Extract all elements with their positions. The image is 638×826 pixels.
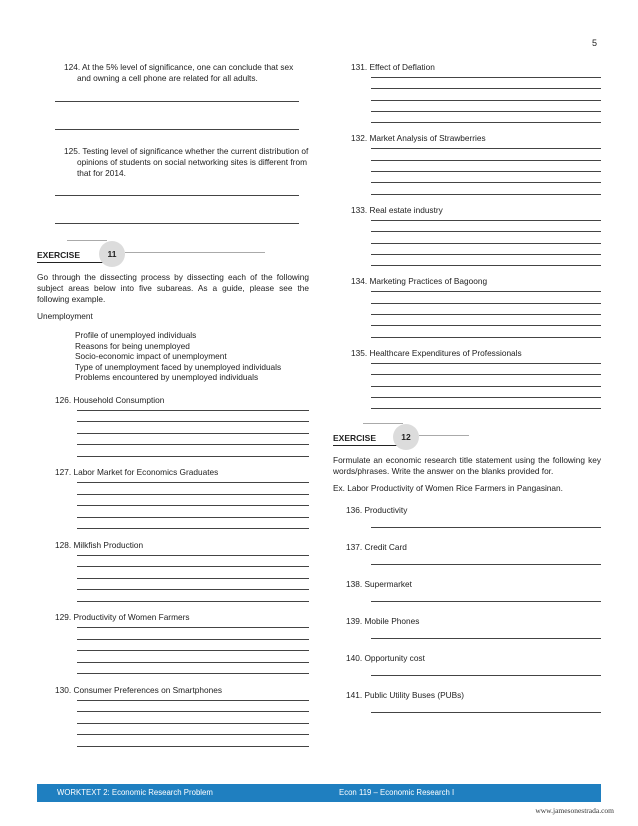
question-number: 125. — [64, 146, 81, 156]
keyword-text: Productivity — [364, 505, 408, 516]
answer-blank[interactable] — [77, 673, 309, 674]
answer-blank[interactable] — [77, 482, 309, 483]
subject-text: Household Consumption — [73, 394, 165, 405]
subject-text: Effect of Deflation — [369, 62, 435, 72]
answer-blank[interactable] — [77, 700, 309, 701]
divider — [67, 240, 107, 241]
right-column — [333, 62, 601, 727]
answer-blank[interactable] — [371, 291, 601, 292]
keyword-137 — [346, 542, 601, 579]
answer-blank[interactable] — [371, 254, 601, 255]
example-item: Socio-economic impact of unemployment — [75, 351, 227, 361]
answer-blank[interactable] — [371, 265, 601, 266]
question-text: At the 5% level of significance, one can conclude that sex and owning a cell phone are related for all adults. — [77, 62, 294, 83]
keyword-number: 138. — [346, 579, 363, 590]
subject-131 — [351, 62, 601, 123]
answer-blank[interactable] — [371, 148, 601, 149]
subject-number: 129. — [55, 612, 72, 622]
exercise-11-instructions: Go through the dissecting process by dissecting each of the following subject areas below into five subareas. As a guide, please see the following example. — [37, 272, 309, 304]
keyword-text: Mobile Phones — [364, 616, 420, 627]
keyword-text: Public Utility Buses (PUBs) — [364, 690, 465, 701]
subject-title — [351, 62, 601, 73]
exercise-12-header — [333, 427, 601, 451]
keyword-title — [346, 579, 601, 590]
subject-text: Healthcare Expenditures of Professionals — [369, 347, 522, 358]
answer-blank[interactable] — [77, 578, 309, 579]
answer-blank[interactable] — [77, 444, 309, 445]
answer-blank[interactable] — [371, 220, 601, 221]
keyword-number: 136. — [346, 505, 363, 516]
subject-text: Productivity of Women Farmers — [73, 612, 190, 622]
keyword-number: 139. — [346, 616, 363, 627]
subject-text: Marketing Practices of Bagoong — [369, 276, 488, 287]
example-item: Problems encountered by unemployed individuals — [75, 372, 259, 382]
example-item: Reasons for being unemployed — [75, 340, 190, 351]
subject-132 — [351, 133, 601, 194]
answer-blank[interactable] — [77, 517, 309, 518]
question-number: 124. — [64, 62, 81, 72]
answer-blank[interactable] — [371, 111, 601, 112]
answer-blank[interactable] — [77, 650, 309, 651]
keyword-title — [346, 653, 601, 664]
subject-133 — [351, 205, 601, 266]
subject-text: Real estate industry — [369, 204, 443, 215]
answer-blank[interactable] — [77, 566, 309, 567]
subject-number: 133. — [351, 204, 368, 215]
question-124 — [55, 62, 309, 84]
exercise-12-example: Ex. Labor Productivity of Women Rice Farmers in Pangasinan. — [333, 483, 563, 494]
subject-title — [351, 276, 601, 287]
answer-blank[interactable] — [371, 325, 601, 326]
answer-blank[interactable] — [371, 564, 601, 565]
answer-lines — [371, 148, 601, 194]
subject-number: 128. — [55, 539, 72, 550]
exercise-12-instructions: Formulate an economic research title statement using the following key words/phrases. Write the answer on the blanks provided for. — [333, 455, 601, 477]
keyword-text: Opportunity cost — [364, 653, 425, 664]
divider — [333, 445, 403, 446]
left-column — [37, 62, 309, 757]
answer-blank[interactable] — [371, 712, 601, 713]
question-text: Testing level of significance whether the current distribution of opinions of students on social networking sites is different from that for 2014. — [77, 146, 309, 178]
answer-blank[interactable] — [77, 711, 309, 712]
answer-blank[interactable] — [77, 505, 309, 506]
subject-126 — [55, 395, 309, 457]
answer-blank[interactable] — [55, 195, 299, 196]
answer-blank[interactable] — [371, 397, 601, 398]
answer-blank[interactable] — [371, 194, 601, 195]
answer-lines — [77, 700, 309, 747]
subject-number: 126. — [55, 394, 72, 405]
answer-blank[interactable] — [371, 374, 601, 375]
example-title: Unemployment — [37, 311, 93, 321]
subject-135 — [351, 348, 601, 409]
subject-number: 132. — [351, 133, 368, 144]
answer-blank[interactable] — [77, 589, 309, 590]
footer-bar — [37, 784, 601, 802]
subject-title — [351, 348, 601, 359]
keyword-136 — [346, 505, 601, 542]
keyword-text: Credit Card — [364, 542, 407, 553]
example-item: Profile of unemployed individuals — [75, 330, 197, 340]
answer-blank[interactable] — [371, 601, 601, 602]
keyword-140 — [346, 653, 601, 690]
answer-lines — [371, 291, 601, 337]
answer-blank[interactable] — [77, 639, 309, 640]
keyword-number: 140. — [346, 653, 363, 664]
exercise-number-badge: 11 — [99, 241, 125, 267]
exercise-11-header — [37, 244, 309, 268]
keyword-title — [346, 542, 601, 553]
subject-title — [55, 395, 309, 406]
answer-blank[interactable] — [77, 421, 309, 422]
answer-blank[interactable] — [77, 456, 309, 457]
keyword-title — [346, 616, 601, 627]
question-125 — [55, 146, 309, 179]
answer-blank[interactable] — [77, 662, 309, 663]
answer-blank-group — [55, 195, 299, 224]
exercise-label: EXERCISE — [333, 433, 376, 444]
answer-blank[interactable] — [77, 601, 309, 602]
answer-blank[interactable] — [371, 243, 601, 244]
exercise-number-badge: 12 — [393, 424, 419, 450]
keyword-text: Supermarket — [364, 579, 412, 590]
answer-blank[interactable] — [371, 122, 601, 123]
answer-blank[interactable] — [77, 627, 309, 628]
keyword-number: 141. — [346, 690, 363, 701]
answer-lines — [77, 410, 309, 457]
answer-blank[interactable] — [371, 527, 601, 528]
keyword-139 — [346, 616, 601, 653]
subject-text: Labor Market for Economics Graduates — [73, 467, 219, 477]
subject-title — [55, 540, 309, 551]
page-number: 5 — [592, 38, 598, 48]
answer-blank[interactable] — [77, 494, 309, 495]
answer-lines — [371, 77, 601, 123]
subject-title — [55, 467, 309, 478]
footer-left-text: WORKTEXT 2: Economic Research Problem — [57, 788, 213, 797]
subject-number: 131. — [351, 62, 368, 72]
answer-lines — [77, 627, 309, 674]
divider — [419, 435, 469, 436]
subject-129 — [55, 612, 309, 674]
answer-blank[interactable] — [55, 101, 299, 102]
subject-number: 127. — [55, 467, 72, 477]
keyword-138 — [346, 579, 601, 616]
answer-blank[interactable] — [77, 734, 309, 735]
subject-134 — [351, 276, 601, 337]
answer-blank[interactable] — [77, 746, 309, 747]
answer-blank[interactable] — [55, 223, 299, 224]
answer-blank[interactable] — [371, 231, 601, 232]
answer-lines — [371, 363, 601, 409]
answer-blank[interactable] — [371, 408, 601, 409]
answer-blank[interactable] — [371, 314, 601, 315]
answer-blank[interactable] — [371, 303, 601, 304]
divider — [363, 423, 403, 424]
keyword-number: 137. — [346, 542, 363, 553]
subject-title — [351, 133, 601, 144]
divider — [125, 252, 265, 253]
subject-number: 135. — [351, 347, 368, 358]
divider — [37, 262, 107, 263]
answer-blank[interactable] — [371, 337, 601, 338]
subject-text: Market Analysis of Strawberries — [369, 133, 486, 144]
answer-blank-group — [55, 101, 299, 130]
subject-128 — [55, 540, 309, 602]
answer-blank[interactable] — [371, 160, 601, 161]
subject-title — [55, 612, 309, 623]
answer-blank[interactable] — [77, 555, 309, 556]
example-list — [37, 330, 309, 383]
answer-blank[interactable] — [371, 77, 601, 78]
keyword-title — [346, 505, 601, 516]
keyword-list — [346, 505, 601, 727]
keyword-title — [346, 690, 601, 701]
answer-blank[interactable] — [371, 171, 601, 172]
website-url: www.jamesonestrada.com — [535, 806, 614, 815]
footer-right-text: Econ 119 – Economic Research I — [339, 788, 455, 797]
answer-lines — [77, 555, 309, 602]
answer-lines — [371, 220, 601, 266]
answer-blank[interactable] — [77, 723, 309, 724]
subject-number: 134. — [351, 276, 368, 287]
example-item: Type of unemployment faced by unemployed individuals — [75, 361, 282, 372]
answer-blank[interactable] — [371, 638, 601, 639]
exercise-label: EXERCISE — [37, 250, 80, 260]
subject-title — [351, 205, 601, 216]
subject-text: Milkfish Production — [73, 539, 144, 550]
keyword-141 — [346, 690, 601, 727]
answer-blank[interactable] — [371, 363, 601, 364]
subject-127 — [55, 467, 309, 529]
answer-blank[interactable] — [55, 129, 299, 130]
answer-blank[interactable] — [371, 675, 601, 676]
answer-lines — [77, 482, 309, 529]
answer-blank[interactable] — [77, 433, 309, 434]
answer-blank[interactable] — [371, 88, 601, 89]
answer-blank[interactable] — [77, 528, 309, 529]
answer-blank[interactable] — [371, 182, 601, 183]
subject-130 — [55, 685, 309, 747]
subject-title — [55, 685, 309, 696]
subject-text: Consumer Preferences on Smartphones — [73, 684, 222, 695]
answer-blank[interactable] — [77, 410, 309, 411]
answer-blank[interactable] — [371, 100, 601, 101]
answer-blank[interactable] — [371, 386, 601, 387]
subject-number: 130. — [55, 684, 72, 695]
